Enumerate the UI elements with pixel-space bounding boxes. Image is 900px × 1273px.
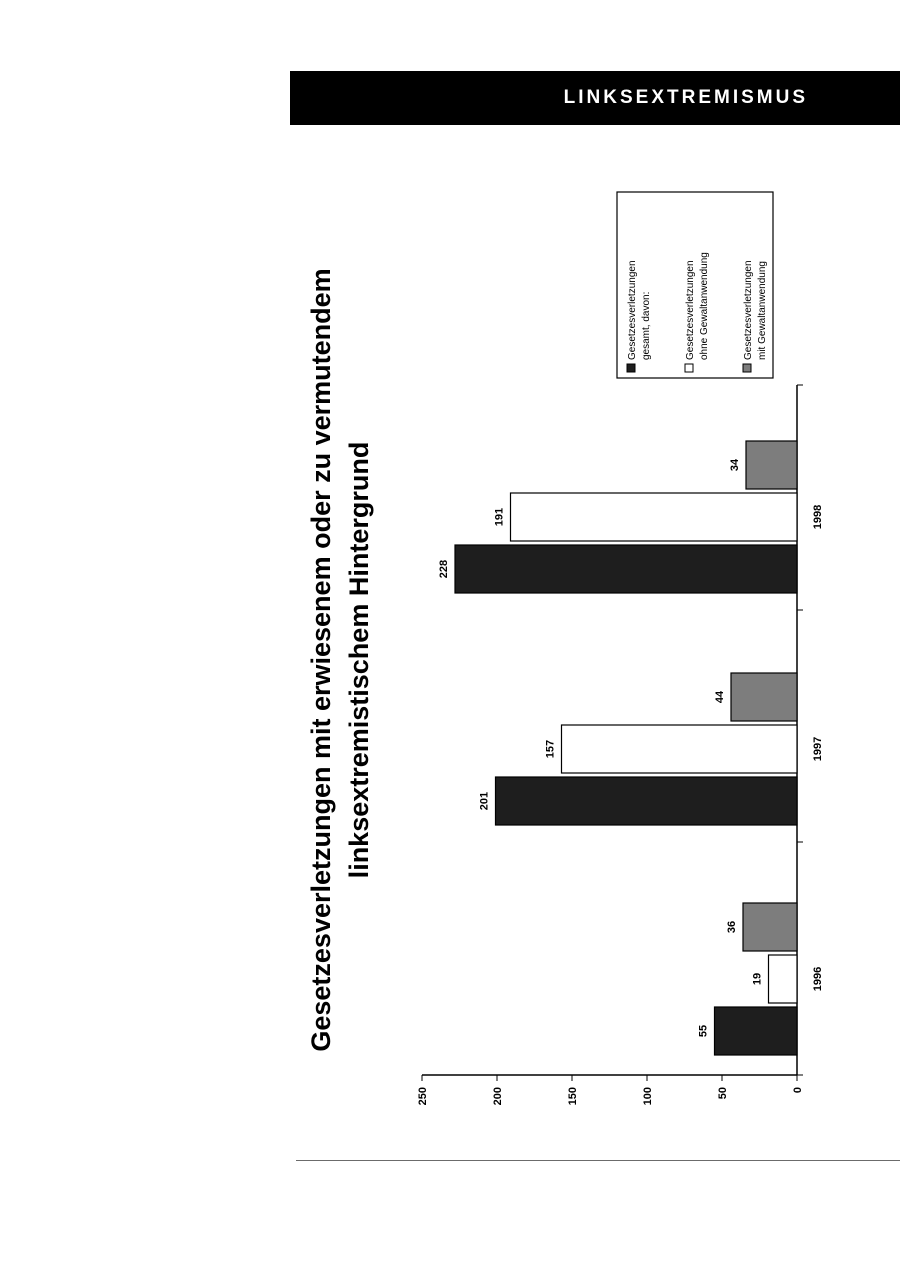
- bar-1997-series-1: [496, 777, 798, 825]
- chart-area: [417, 385, 824, 1105]
- data-label-1996-2: 19: [751, 972, 764, 986]
- y-tick-label-150: 150: [567, 1087, 579, 1106]
- bar-1998-series-1: [455, 545, 797, 593]
- data-label-1998-1: 228: [438, 559, 450, 579]
- chart-legend: [617, 192, 773, 378]
- data-label-1997-3: 44: [714, 690, 726, 704]
- legend-swatch-2: [685, 364, 693, 372]
- category-label-1996: 1996: [812, 966, 824, 992]
- data-label-1996-3: 36: [726, 920, 738, 934]
- y-tick-label-0: 0: [792, 1087, 804, 1094]
- y-tick-label-200: 200: [492, 1087, 504, 1106]
- legend-label-1-line-2: gesamt, davon:: [641, 291, 652, 360]
- chart-title-line-2: linksextremistischem Hintergrund: [344, 441, 374, 879]
- category-label-1997: 1997: [812, 736, 824, 762]
- section-title: LINKSEXTREMISMUS: [563, 87, 808, 108]
- legend-swatch-3: [743, 364, 751, 372]
- bar-1998-series-3: [746, 441, 797, 489]
- bar-1997-series-3: [731, 673, 797, 721]
- legend-label-1-line-1: Gesetzesverletzungen: [627, 260, 638, 360]
- y-tick-label-100: 100: [642, 1087, 654, 1106]
- bottom-divider: [296, 1160, 900, 1161]
- data-label-1998-2: 191: [493, 507, 506, 527]
- y-tick-label-250: 250: [417, 1087, 429, 1106]
- bar-1997-series-2: [562, 725, 798, 773]
- data-label-1998-3: 34: [729, 458, 741, 472]
- legend-label-2-line-2: ohne Gewaltanwendung: [699, 252, 710, 360]
- chart-title: [306, 268, 374, 1051]
- legend-label-3-line-2: mit Gewaltanwendung: [757, 261, 768, 360]
- bar-1996-series-2: [769, 955, 798, 1003]
- data-label-1997-1: 201: [478, 791, 491, 811]
- bar-1998-series-2: [511, 493, 798, 541]
- bar-1996-series-1: [715, 1007, 798, 1055]
- legend-label-2-line-1: Gesetzesverletzungen: [685, 260, 696, 360]
- data-label-1997-2: 157: [544, 739, 557, 759]
- chart-title-line-1: Gesetzesverletzungen mit erwiesenem oder zu vermutendem: [306, 268, 336, 1052]
- legend-label-3-line-1: Gesetzesverletzungen: [743, 260, 754, 360]
- y-tick-label-50: 50: [717, 1087, 729, 1100]
- category-label-1998: 1998: [812, 504, 824, 530]
- bar-1996-series-3: [743, 903, 797, 951]
- data-label-1996-1: 55: [697, 1024, 710, 1038]
- legend-swatch-1: [627, 364, 635, 372]
